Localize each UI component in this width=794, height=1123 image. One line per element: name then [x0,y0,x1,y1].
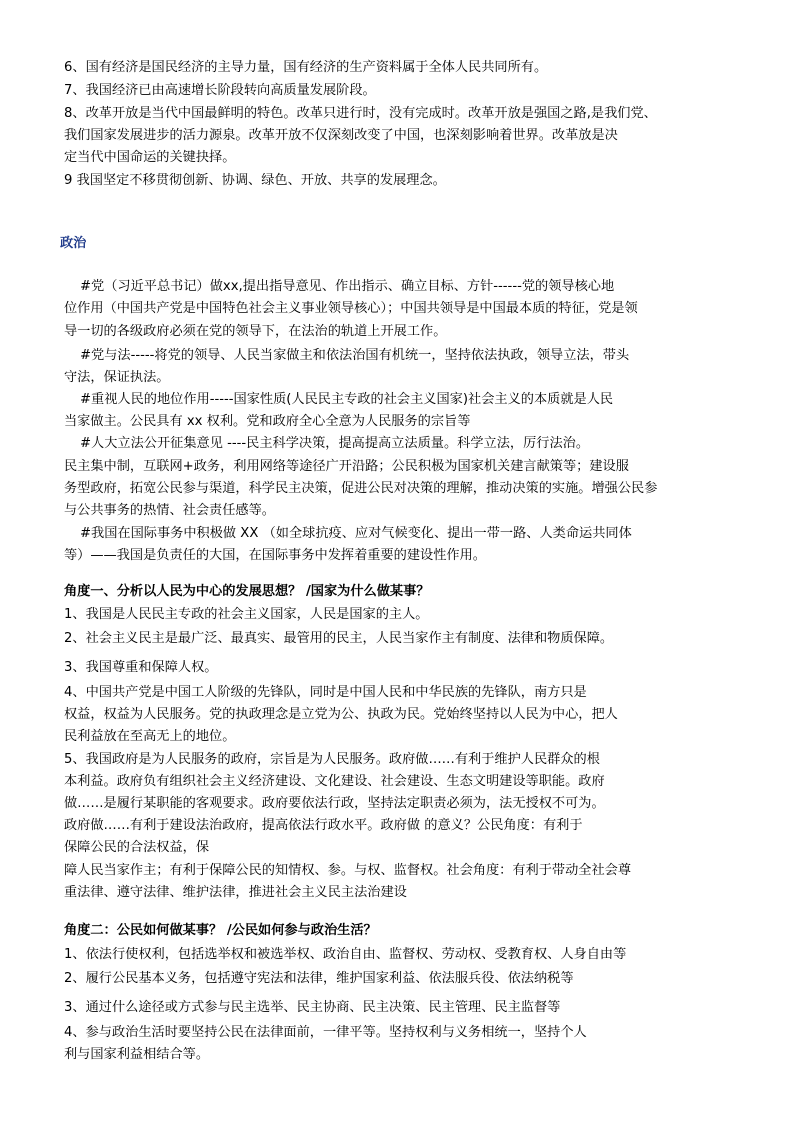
politics-line: 守法，保证执法。 [64,370,170,385]
angle2-line: 2、履行公民基本义务，包括遵守宪法和法律，维护国家利益、依法服兵役、依法纳税等 [64,971,574,986]
angle1-line: 3、我国尊重和保障人权。 [64,660,218,675]
angle2-line: 1、依法行使权利，包括选举权和被选举权、政治自由、监督权、劳动权、受教育权、人身自由等 [64,947,627,962]
politics-line: 导一切的各级政府必须在党的领导下，在法治的轨道上开展工作。 [64,324,447,339]
politics-line: #重视人民的地位作用-----国家性质(人民民主专政的社会主义国家)社会主义的本质就是人民 [80,392,614,407]
angle1-line: 1、我国是人民民主专政的社会主义国家，人民是国家的主人。 [64,607,429,622]
angle1-line: 2、社会主义民主是最广泛、最真实、最管用的民主，人民当家作主有制度、法律和物质保障。 [64,631,614,646]
item-8-line-1: 8、改革开放是当代中国最鲜明的特色。改革只进行时，没有完成时。改革开放是强国之路,是我们党、 [64,106,657,121]
angle1-line: 重法律、遵守法律、维护法律，推进社会主义民主法治建设 [64,885,407,900]
angle2-line: 4、参与政治生活时要坚持公民在法律面前，一律平等。坚持权利与义务相统一，坚持个人 [64,1025,587,1040]
politics-line: #党与法-----将党的领导、人民当家做主和依法治国有机统一，坚持依法执政，领导立法，带头 [80,348,630,363]
angle1-line: 政府做……有利于建设法治政府，提高依法行政水平。政府做 的意义？公民角度：有利于 [64,818,583,833]
politics-heading: 政治 [60,236,87,251]
politics-line: 位作用（中国共产党是中国特色社会主义事业领导核心）；中国共领导是中国最本质的特征，党是领 [64,301,638,316]
politics-line: 与公共事务的热情、社会责任感等。 [64,503,275,518]
politics-line: 务型政府，拓宽公民参与渠道，科学民主决策，促进公民对决策的理解，推动决策的实施。增强公民参 [64,481,658,496]
angle2-line: 利与国家利益相结合等。 [64,1047,210,1062]
angle2-line: 3、通过什么途径或方式参与民主选举、民主协商、民主决策、民主管理、民主监督等 [64,1000,561,1015]
item-9: 9 我国坚定不移贯彻创新、协调、绿色、开放、共享的发展理念。 [64,173,446,188]
politics-line: #党（习近平总书记）做xx,提出指导意见、作出指示、确立目标、方针------党的领导核心地 [80,279,615,294]
politics-line: 民主集中制，互联网+政务，利用网络等途径广开沿路；公民积极为国家机关建言献策等；建设服 [64,459,629,474]
politics-line: 等）——我国是负责任的大国，在国际事务中发挥着重要的建设性作用。 [64,548,486,563]
angle2-heading: 角度二：公民如何做某事？ /公民如何参与政治生活？ [64,923,377,938]
angle1-line: 4、中国共产党是中国工人阶级的先锋队，同时是中国人民和中华民族的先锋队，南方只是 [64,685,587,700]
angle1-line: 权益，权益为人民服务。党的执政理念是立党为公、执政为民。党始终坚持以人民为中心，把人 [64,707,618,722]
angle1-heading: 角度一、分析以人民为中心的发展思想？ /国家为什么做某事？ [64,584,430,599]
politics-line: #我国在国际事务中积极做 XX （如全球抗疫、应对气候变化、提出一带一路、人类命运共同体 [80,526,632,541]
angle1-line: 本利益。政府负有组织社会主义经济建设、文化建设、社会建设、生态文明建设等职能。政府 [64,774,605,789]
politics-line: 当家做主。公民具有 xx 权利。党和政府全心全意为人民服务的宗旨等 [64,414,471,429]
item-8-line-2: 我们国家发展进步的活力源泉。改革开放不仅深刻改变了中国，也深刻影响着世界。改革放是决 [64,128,618,143]
politics-line: #人大立法公开征集意见 ----民主科学决策，提高提高立法质量。科学立法，厉行法治。 [80,436,590,451]
angle1-line: 5、我国政府是为人民服务的政府，宗旨是为人民服务。政府做……有利于维护人民群众的根 [64,752,600,767]
angle1-line: 民利益放在至高无上的地位。 [64,729,236,744]
angle1-line: 障人民当家作主；有利于保障公民的知情权、参。与权、监督权。社会角度：有利于带动全社会尊 [64,863,632,878]
item-8-line-3: 定当代中国命运的关键抉择。 [64,150,236,165]
item-7: 7、我国经济已由高速增长阶段转向高质量发展阶段。 [64,83,376,98]
angle1-line: 保障公民的合法权益，保 [64,840,210,855]
angle1-line: 做……是履行某职能的客观要求。政府要依法行政，坚持法定职责必须为，法无授权不可为。 [64,796,605,811]
item-6: 6、国有经济是国民经济的主导力量，国有经济的生产资料属于全体人民共同所有。 [64,60,548,75]
